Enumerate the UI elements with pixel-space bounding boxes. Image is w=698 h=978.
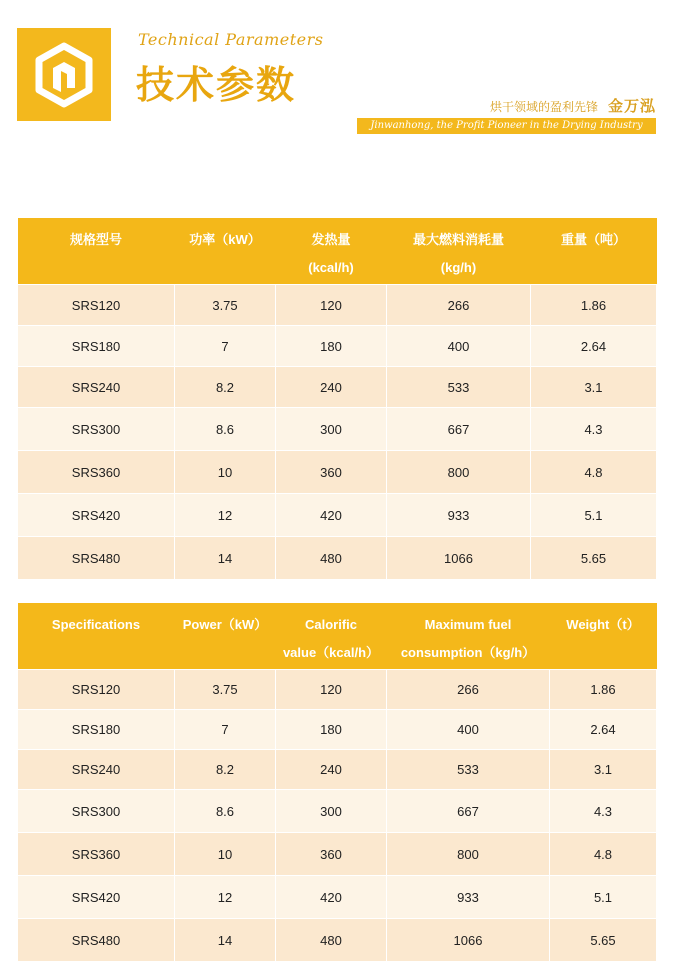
column-header: 重量（吨） [531, 218, 657, 285]
table-cell: 1.86 [550, 670, 657, 710]
table-row [18, 326, 657, 367]
table-cell: 240 [276, 750, 387, 790]
table-cell: 3.1 [531, 367, 657, 408]
table-cell: SRS120 [18, 670, 175, 710]
table-row [18, 451, 657, 494]
spec-table-cn [17, 218, 657, 580]
table-cell: SRS480 [18, 537, 175, 580]
table-cell: SRS240 [18, 367, 175, 408]
brand-name: 金万泓 [607, 97, 656, 115]
table-cell: 667 [387, 790, 550, 833]
table-row [18, 919, 657, 962]
table-row [18, 494, 657, 537]
table-cell: 12 [175, 876, 276, 919]
column-header: Power（kW） [175, 603, 276, 670]
table-cell: 800 [387, 451, 531, 494]
table-cell: 4.8 [550, 833, 657, 876]
table-cell: 360 [276, 833, 387, 876]
table-row [18, 833, 657, 876]
table-cell: 10 [175, 451, 276, 494]
column-header: Maximum fuel consumption（kg/h） [387, 603, 550, 670]
table-cell: 5.1 [531, 494, 657, 537]
tagline-en-banner: Jinwanhong, the Profit Pioneer in the Drying Industry [357, 118, 656, 134]
table-cell: 14 [175, 537, 276, 580]
table-cell: 2.64 [531, 326, 657, 367]
logo-mark-icon [17, 28, 111, 121]
table-cell: 8.2 [175, 750, 276, 790]
table-cell: 7 [175, 326, 276, 367]
table-cell: SRS300 [18, 790, 175, 833]
spec-table-en [17, 603, 657, 962]
table-cell: 8.6 [175, 408, 276, 451]
table-cell: 400 [387, 326, 531, 367]
table-cell: 533 [387, 367, 531, 408]
column-header: Calorific value（kcal/h） [276, 603, 387, 670]
table-cell: 14 [175, 919, 276, 962]
table-cell: SRS240 [18, 750, 175, 790]
table-cell: 3.75 [175, 285, 276, 326]
brand-logo [17, 28, 111, 121]
table-row [18, 710, 657, 750]
page-title: 技术参数 [136, 63, 297, 107]
tagline-row [490, 95, 656, 116]
table-cell: 2.64 [550, 710, 657, 750]
table-cell: 533 [387, 750, 550, 790]
column-header: 规格型号 [18, 218, 175, 285]
table-cell: 933 [387, 494, 531, 537]
table-cell: 4.3 [531, 408, 657, 451]
table-cell: 420 [276, 876, 387, 919]
table-row [18, 876, 657, 919]
table-cell: 3.1 [550, 750, 657, 790]
table-cell: SRS360 [18, 451, 175, 494]
table-row [18, 750, 657, 790]
table-cell: 667 [387, 408, 531, 451]
table-cell: SRS120 [18, 285, 175, 326]
table-cell: 8.6 [175, 790, 276, 833]
table-cell: 1066 [387, 537, 531, 580]
table-cell: 266 [387, 670, 550, 710]
table-cell: SRS180 [18, 710, 175, 750]
table-cell: 120 [276, 285, 387, 326]
table-row [18, 537, 657, 580]
table-row [18, 285, 657, 326]
table-cell: SRS300 [18, 408, 175, 451]
tagline-cn: 烘干领域的盈利先锋 [489, 100, 598, 114]
table-cell: SRS180 [18, 326, 175, 367]
table-cell: 4.3 [550, 790, 657, 833]
table-cell: 400 [387, 710, 550, 750]
table-cell: 1.86 [531, 285, 657, 326]
title-script-en: Technical Parameters [138, 30, 324, 49]
table-cell: 480 [276, 919, 387, 962]
table-cell: 12 [175, 494, 276, 537]
table-cell: 180 [276, 326, 387, 367]
column-header: 功率（kW） [175, 218, 276, 285]
table-row [18, 408, 657, 451]
table-cell: 4.8 [531, 451, 657, 494]
table-cell: 5.65 [550, 919, 657, 962]
table-cell: 933 [387, 876, 550, 919]
column-header: 发热量 (kcal/h) [276, 218, 387, 285]
table-cell: 800 [387, 833, 550, 876]
table-cell: 1066 [387, 919, 550, 962]
column-header: Specifications [18, 603, 175, 670]
table-cell: 266 [387, 285, 531, 326]
table-row [18, 670, 657, 710]
table-cell: 180 [276, 710, 387, 750]
table-header-row [18, 603, 657, 670]
table-cell: 420 [276, 494, 387, 537]
column-header: Weight（t） [550, 603, 657, 670]
table-cell: 300 [276, 408, 387, 451]
table-cell: 240 [276, 367, 387, 408]
table-cell: 7 [175, 710, 276, 750]
table-row [18, 790, 657, 833]
table-cell: 5.1 [550, 876, 657, 919]
table-cell: 5.65 [531, 537, 657, 580]
table-cell: SRS360 [18, 833, 175, 876]
table-cell: SRS420 [18, 876, 175, 919]
table-cell: 480 [276, 537, 387, 580]
table-cell: 360 [276, 451, 387, 494]
table-cell: 300 [276, 790, 387, 833]
table-row [18, 367, 657, 408]
table-cell: 3.75 [175, 670, 276, 710]
table-cell: SRS480 [18, 919, 175, 962]
table-cell: 10 [175, 833, 276, 876]
table-cell: 120 [276, 670, 387, 710]
table-cell: 8.2 [175, 367, 276, 408]
table-cell: SRS420 [18, 494, 175, 537]
column-header: 最大燃料消耗量 (kg/h) [387, 218, 531, 285]
table-header-row [18, 218, 657, 285]
